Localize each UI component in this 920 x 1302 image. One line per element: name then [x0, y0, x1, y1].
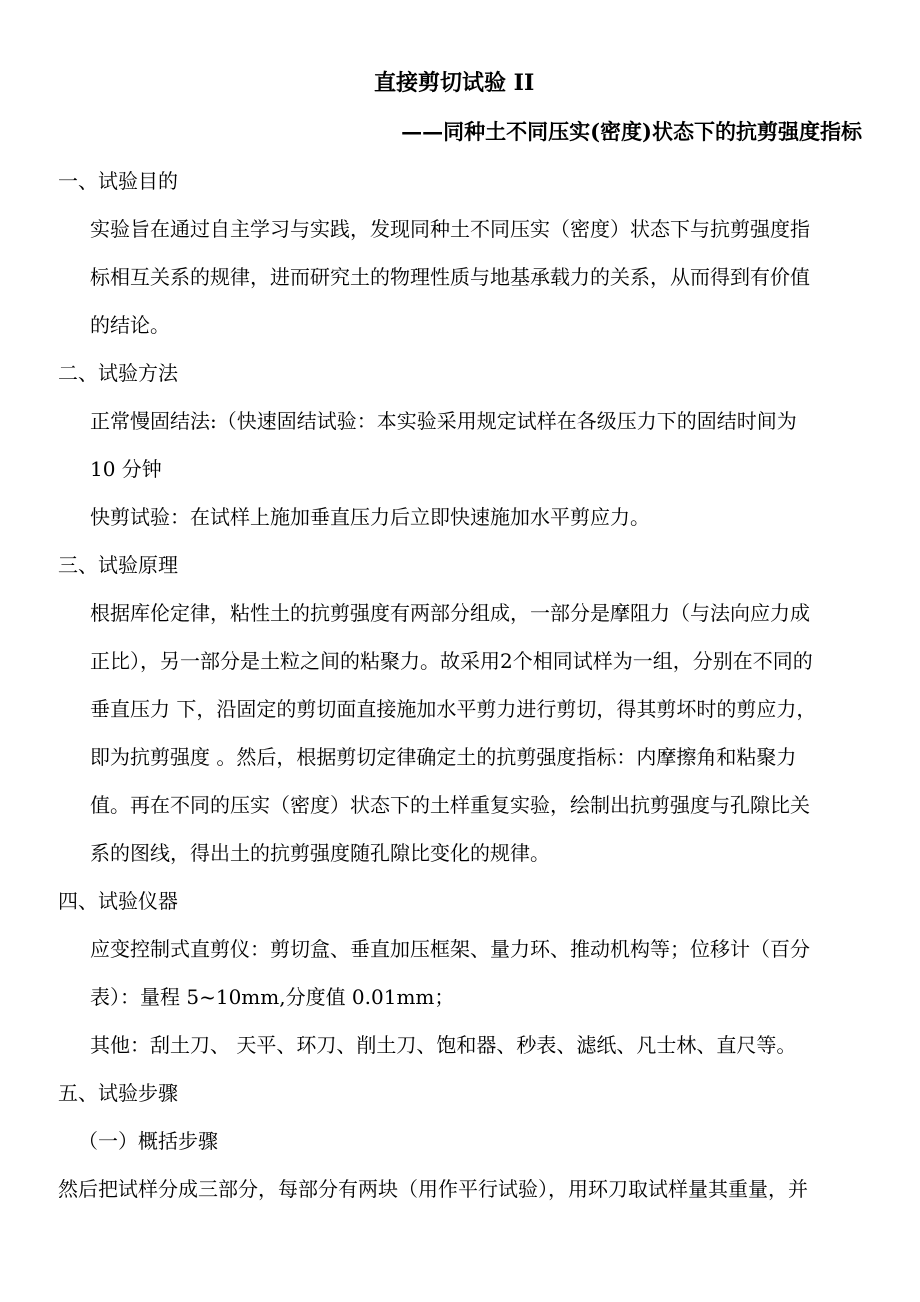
- paragraph-line: 快剪试验：在试样上施加垂直压力后立即快速施加水平剪应力。: [90, 505, 650, 529]
- paragraph-line: 的结论。: [90, 313, 170, 337]
- subsection-heading: （一）概括步骤: [78, 1129, 218, 1153]
- section-heading-method: 二、试验方法: [58, 361, 178, 385]
- paragraph-line: 根据库伦定律，粘性土的抗剪强度有两部分组成，一部分是摩阻力（与法向应力成: [90, 601, 810, 625]
- paragraph-line: 然后把试样分成三部分，每部分有两块（用作平行试验），用环刀取试样量其重量，并: [58, 1177, 808, 1201]
- paragraph-line: 表）：量程 5~10mm,分度值 0.01mm；: [90, 985, 455, 1009]
- paragraph-line: 标相互关系的规律，进而研究土的物理性质与地基承载力的关系，从而得到有价值: [90, 265, 810, 289]
- paragraph-line: 正比），另一部分是土粒之间的粘聚力。故采用2个相同试样为一组，分别在不同的: [90, 649, 813, 673]
- section-heading-purpose: 一、试验目的: [58, 169, 178, 193]
- paragraph-line: 10 分钟: [90, 457, 162, 481]
- paragraph-line: 其他：刮土刀、 天平、环刀、削土刀、饱和器、秒表、滤纸、凡士林、直尺等。: [90, 1033, 797, 1057]
- paragraph-line: 垂直压力 下，沿固定的剪切面直接施加水平剪力进行剪切，得其剪坏时的剪应力，: [90, 697, 817, 721]
- paragraph-line: 即为抗剪强度 。然后，根据剪切定律确定土的抗剪强度指标：内摩擦角和粘聚力: [90, 745, 797, 769]
- paragraph-line: 正常慢固结法:（快速固结试验：本实验采用规定试样在各级压力下的固结时间为: [90, 409, 797, 433]
- paragraph-line: 值。再在不同的压实（密度）状态下的土样重复实验，绘制出抗剪强度与孔隙比关: [90, 793, 810, 817]
- section-heading-instruments: 四、试验仪器: [58, 889, 178, 913]
- section-heading-principle: 三、试验原理: [58, 553, 178, 577]
- paragraph-line: 系的图线，得出土的抗剪强度随孔隙比变化的规律。: [90, 841, 550, 865]
- page-subtitle: ——同种土不同压实(密度)状态下的抗剪强度指标: [401, 119, 862, 144]
- section-heading-procedure: 五、试验步骤: [58, 1081, 178, 1105]
- paragraph-line: 应变控制式直剪仪：剪切盒、垂直加压框架、量力环、推动机构等；位移计（百分: [90, 937, 810, 961]
- paragraph-line: 实验旨在通过自主学习与实践，发现同种土不同压实（密度）状态下与抗剪强度指: [90, 217, 810, 241]
- page-title: 直接剪切试验 II: [374, 70, 535, 96]
